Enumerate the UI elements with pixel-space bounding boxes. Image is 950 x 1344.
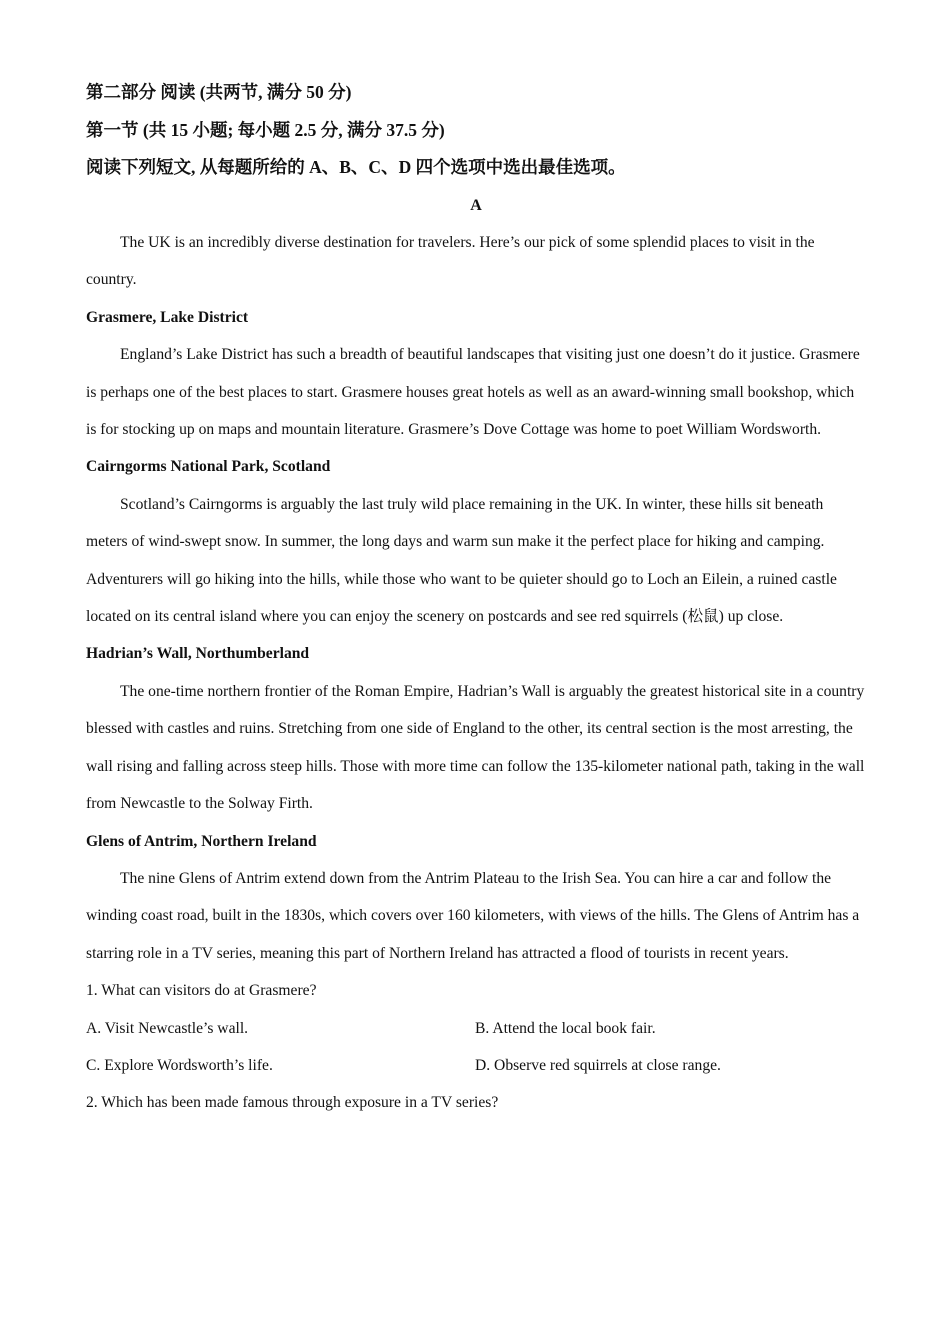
section-title-glens-of-antrim: Glens of Antrim, Northern Ireland [86, 832, 317, 850]
question-2-stem: 2. Which has been made famous through exposure in a TV series? [86, 1094, 499, 1112]
section-text-hadrians-wall: The one-time northern frontier of the Roman Empire, Hadrian’s Wall is arguably the greatest historical site in a country blessed with castles and ruins. Stretching from one side of England to the other, its central section is the most arresting, the wall rising and falling across steep hills. Those with more time can follow the 135-kilometer national path, taking in the wall from Newcastle to the Solway Firth. [86, 682, 865, 813]
exam-page [86, 74, 866, 1122]
section-text-grasmere: England’s Lake District has such a breadth of beautiful landscapes that visiting just one doesn’t do it justice. Grasmere is perhaps one of the best places to start. Grasmere houses great hotels as well as an award-winning small bookshop, which is for stocking up on maps and mountain literature. Grasmere’s Dove Cottage was home to poet William Wordsworth. [86, 346, 860, 439]
section-text-cairngorms: Scotland’s Cairngorms is arguably the last truly wild place remaining in the UK. In winter, these hills sit beneath meters of wind-swept snow. In summer, the long days and warm sun make it the perfect place for hiking and camping. Adventurers will go hiking into the hills, while those who want to be quieter should go to Loch an Eilein, a ruined castle located on its central island where you can enjoy the scenery on postcards and see red squirrels (松鼠) up close. [86, 495, 837, 626]
section-text-glens-of-antrim: The nine Glens of Antrim extend down from the Antrim Plateau to the Irish Sea. You can hire a car and follow the winding coast road, built in the 1830s, which covers over 160 kilometers, with views of the hills. The Glens of Antrim has a starring role in a TV series, meaning this part of Northern Ireland has attracted a flood of tourists in recent years. [86, 869, 860, 962]
section-title-hadrians-wall: Hadrian’s Wall, Northumberland [86, 645, 310, 663]
section-title: 第一节 (共 15 小题; 每小题 2.5 分, 满分 37.5 分) [86, 119, 445, 140]
question-1-option-c[interactable]: C. Explore Wordsworth’s life. [86, 1056, 273, 1074]
question-1-option-a[interactable]: A. Visit Newcastle’s wall. [86, 1019, 249, 1037]
question-1-options [86, 1010, 866, 1085]
question-1-option-b[interactable]: B. Attend the local book fair. [475, 1019, 656, 1037]
passage-intro: The UK is an incredibly diverse destination for travelers. Here’s our pick of some splendid places to visit in the country. [86, 234, 815, 289]
question-1-stem: 1. What can visitors do at Grasmere? [86, 982, 317, 1000]
passage-letter: A [470, 196, 482, 214]
instruction: 阅读下列短文, 从每题所给的 A、B、C、D 四个选项中选出最佳选项。 [86, 157, 626, 177]
part-title: 第二部分 阅读 (共两节, 满分 50 分) [86, 82, 352, 102]
section-title-grasmere: Grasmere, Lake District [86, 308, 249, 326]
section-title-cairngorms: Cairngorms National Park, Scotland [86, 458, 331, 476]
question-1-option-d[interactable]: D. Observe red squirrels at close range. [475, 1056, 721, 1074]
